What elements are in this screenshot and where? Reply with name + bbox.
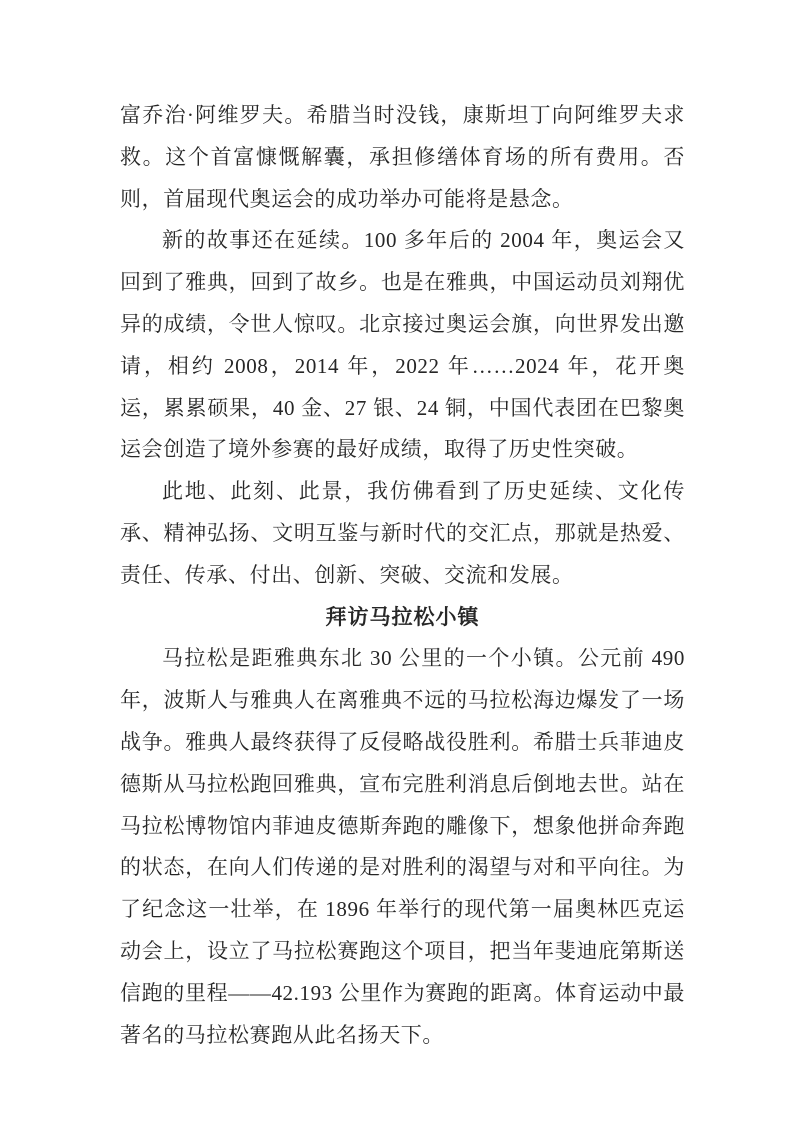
- paragraph-reflection: 此地、此刻、此景，我仿佛看到了历史延续、文化传承、精神弘扬、文明互鉴与新时代的交汇点，那就是热爱、责任、传承、付出、创新、突破、交流和发展。: [120, 479, 685, 587]
- section-heading-marathon-town: 拜访马拉松小镇: [325, 604, 480, 629]
- paragraph-olympics-return: 新的故事还在延续。100 多年后的 2004 年，奥运会又回到了雅典，回到了故乡。也是在雅典，中国运动员刘翔优异的成绩，令世人惊叹。北京接过奥运会旗，向世界发出邀请，相约 2008，2014 年，2022 年……2024 年，花开奥运，累累硕果，40 金、27 银、24 铜，中国代表团在巴黎奥运会创造了境外参赛的最好成绩，取得了历史性突破。: [120, 228, 685, 462]
- paragraph-stadium-benefactor: 富乔治·阿维罗夫。希腊当时没钱，康斯坦丁向阿维罗夫求救。这个首富慷慨解囊，承担修缮体育场的所有费用。否则，首届现代奥运会的成功举办可能将是悬念。: [120, 103, 685, 211]
- paragraph-marathon-town: 马拉松是距雅典东北 30 公里的一个小镇。公元前 490 年，波斯人与雅典人在离雅典不远的马拉松海边爆发了一场战争。雅典人最终获得了反侵略战役胜利。希腊士兵菲迪皮德斯从马拉松跑回雅典，宣布完胜利消息后倒地去世。站在马拉松博物馆内菲迪皮德斯奔跑的雕像下，想象他拼命奔跑的状态，在向人们传递的是对胜利的渴望与对和平向往。为了纪念这一壮举，在 1896 年举行的现代第一届奥林匹克运动会上，设立了马拉松赛跑这个项目，把当年斐迪庇第斯送信跑的里程——42.193 公里作为赛跑的距离。体育运动中最著名的马拉松赛跑从此名扬天下。: [120, 646, 685, 1047]
